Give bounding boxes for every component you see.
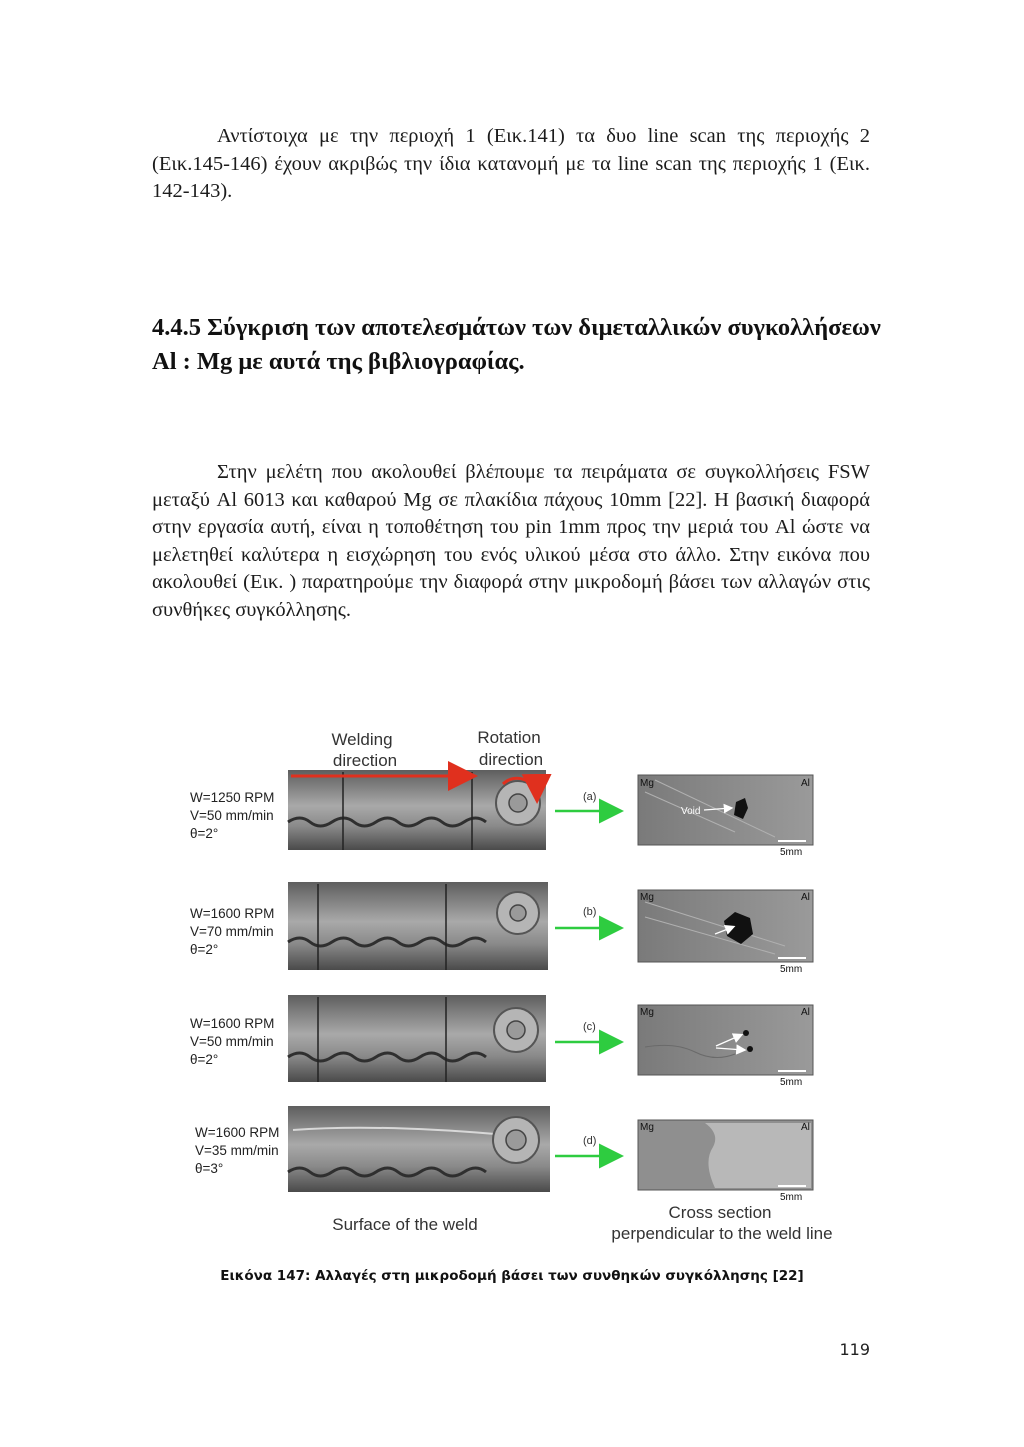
- row-b-scale: 5mm: [780, 964, 803, 975]
- row-a-param-3: θ=2°: [190, 826, 219, 841]
- row-a-scale: 5mm: [780, 847, 803, 858]
- row-a-al-label: Al: [801, 778, 810, 789]
- row-b-param-3: θ=2°: [190, 942, 219, 957]
- rotation-direction-label-2: direction: [478, 750, 544, 769]
- row-c-cross-section: [638, 1005, 813, 1075]
- row-a-mg-label: Mg: [640, 778, 654, 789]
- cross-section-label-2: perpendicular to the weld line: [611, 1224, 833, 1243]
- row-c-param-3: θ=2°: [190, 1052, 219, 1067]
- row-d-param-1: W=1600 RPM: [195, 1125, 280, 1140]
- welding-direction-label-2: direction: [332, 751, 398, 770]
- row-a-cross-section: [638, 775, 813, 845]
- row-b: [190, 882, 813, 975]
- row-d-mg-label: Mg: [640, 1122, 654, 1133]
- row-a-void-label: Void: [681, 806, 701, 817]
- row-c-param-2: V=50 mm/min: [190, 1034, 274, 1049]
- row-c-scale: 5mm: [780, 1077, 803, 1088]
- surface-of-weld-label: Surface of the weld: [332, 1215, 478, 1234]
- row-d-tag: (d): [583, 1135, 597, 1147]
- body-paragraph-2: Στην μελέτη που ακολουθεί βλέπουμε τα πειράματα σε συγκολλήσεις FSW μεταξύ Al 6013 και καθαρού Mg σε πλακίδια πάχους 10mm [22]. Η βασική διαφορά στην εργασία αυτή, είναι η τοποθέτηση του pin 1mm προς την μεριά του Al ώστε να μελετηθεί καλύτερα η εισχώρηση του ενός υλικού μέσα στο άλλο. Στην εικόνα που ακολουθεί (Εικ. ) παρατηρούμε την διαφορά στην μικροδομή βάσει των αλλαγών στις συνθήκες συγκόλλησης.: [152, 461, 870, 621]
- row-c-al-label: Al: [801, 1007, 810, 1018]
- row-d-param-2: V=35 mm/min: [195, 1143, 279, 1158]
- row-c-param-1: W=1600 RPM: [190, 1016, 275, 1031]
- row-c-mg-label: Mg: [640, 1007, 654, 1018]
- row-b-tag: (b): [583, 906, 597, 918]
- welding-direction-label-1: Welding: [331, 730, 393, 749]
- row-b-param-2: V=70 mm/min: [190, 924, 274, 939]
- cross-section-label-1: Cross section: [668, 1203, 772, 1222]
- row-b-param-1: W=1600 RPM: [190, 906, 275, 921]
- row-c: [190, 995, 813, 1088]
- rotation-direction-label-1: Rotation: [477, 728, 541, 747]
- figure-caption: Εικόνα 147: Αλλαγές στη μικροδομή βάσει των συνθηκών συγκόλλησης [22]: [220, 1268, 804, 1284]
- row-a-param-2: V=50 mm/min: [190, 808, 274, 823]
- row-b-al-label: Al: [801, 892, 810, 903]
- page-number: 119: [839, 1340, 870, 1359]
- body-paragraph-1: Αντίστοιχα με την περιοχή 1 (Εικ.141) τα δυο line scan της περιοχής 2 (Εικ.145-146) έχουν ακριβώς την ίδια κατανομή με τα line scan της περιοχής 1 (Εικ. 142-143).: [152, 125, 870, 202]
- section-heading: 4.4.5 Σύγκριση των αποτελεσμάτων των διμεταλλικών συγκολλήσεων Al : Mg με αυτά της βιβλιογραφίας.: [152, 314, 881, 375]
- row-d: [195, 1106, 813, 1203]
- row-a: [190, 770, 813, 858]
- row-a-param-1: W=1250 RPM: [190, 790, 275, 805]
- row-d-scale: 5mm: [780, 1192, 803, 1203]
- row-d-al-label: Al: [801, 1122, 810, 1133]
- row-a-tag: (a): [583, 791, 597, 803]
- row-b-mg-label: Mg: [640, 892, 654, 903]
- weld-comparison-figure: [175, 722, 855, 1262]
- row-d-param-3: θ=3°: [195, 1161, 224, 1176]
- row-c-tag: (c): [583, 1021, 596, 1033]
